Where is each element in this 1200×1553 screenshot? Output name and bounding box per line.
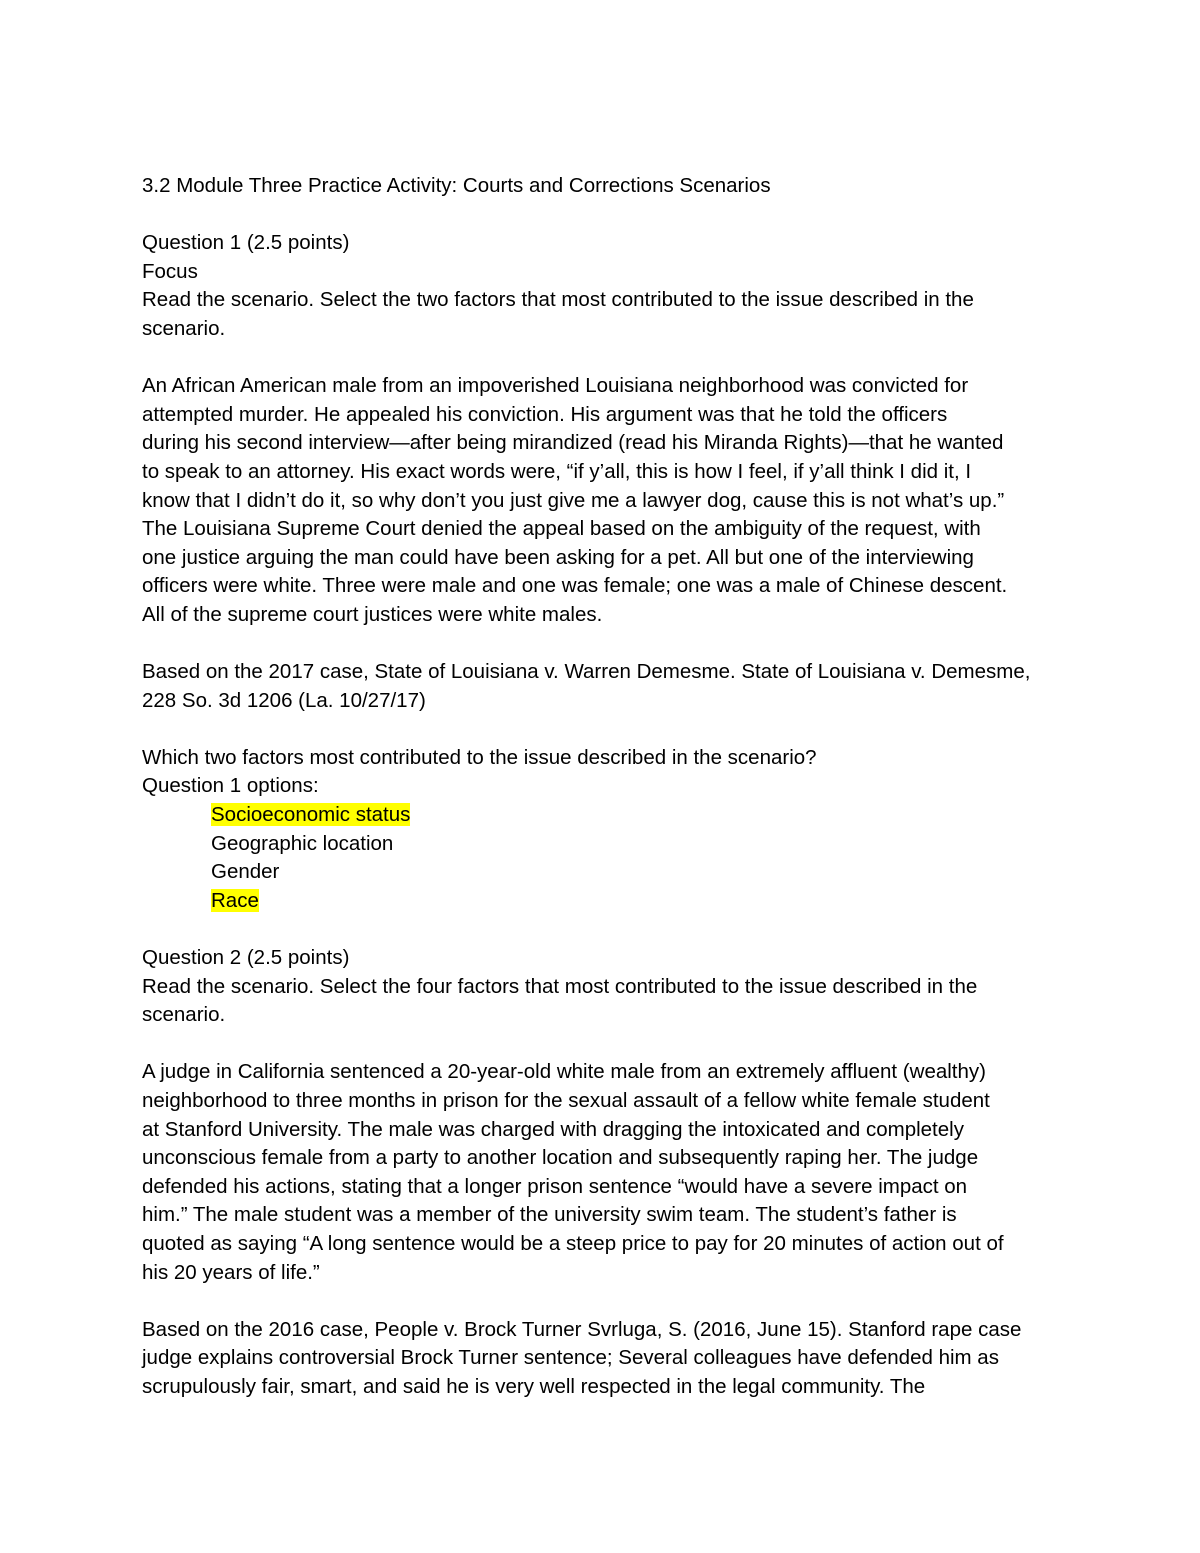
- scenario-line: officers were white. Three were male and one was female; one was a male of Chinese descent.: [142, 574, 1008, 598]
- spacer: [142, 1287, 1072, 1316]
- question-1-options-label: Question 1 options:: [142, 774, 319, 798]
- question-2-heading: Question 2 (2.5 points): [142, 946, 350, 970]
- spacer: [142, 344, 1072, 373]
- spacer: [142, 201, 1072, 230]
- scenario-line: neighborhood to three months in prison for the sexual assault of a fellow white female student: [142, 1089, 990, 1112]
- spacer: [142, 630, 1072, 659]
- scenario-line: All of the supreme court justices were white males.: [142, 602, 603, 626]
- scenario-line: know that I didn’t do it, so why don’t you just give me a lawyer dog, cause this is not what’s up.”: [142, 488, 1005, 512]
- scenario-line: The Louisiana Supreme Court denied the appeal based on the ambiguity of the request, with: [142, 517, 981, 541]
- scenario-line: one justice arguing the man could have been asking for a pet. All but one of the interviewing: [142, 545, 974, 569]
- scenario-line: defended his actions, stating that a longer prison sentence “would have a severe impact on: [142, 1174, 968, 1198]
- scenario-line: during his second interview—after being mirandized (read his Miranda Rights)—that he wanted: [142, 431, 1004, 455]
- scenario-line: at Stanford University. The male was charged with dragging the intoxicated and completely: [142, 1117, 964, 1141]
- question-1-instructions-line: Read the scenario. Select the two factors that most contributed to the issue described in the: [142, 288, 974, 312]
- scenario-line: An African American male from an impoverished Louisiana neighborhood was convicted for: [142, 374, 969, 398]
- question-2: [142, 944, 1072, 1402]
- scenario-line: unconscious female from a party to another location and subsequently raping her. The judge: [142, 1146, 979, 1170]
- scenario-line: to speak to an attorney. His exact words were, “if y’all, this is how I feel, if y’all think I did it, I: [142, 459, 972, 483]
- citation-line: scrupulously fair, smart, and said he is very well respected in the legal community. The: [142, 1374, 926, 1398]
- option-item[interactable]: [142, 801, 1072, 830]
- question-2-instructions-line: scenario.: [142, 1003, 226, 1027]
- question-1-heading: Question 1 (2.5 points): [142, 231, 350, 255]
- question-1-scenario: [142, 372, 1072, 629]
- scenario-line: attempted murder. He appealed his conviction. His argument was that he told the officers: [142, 402, 948, 426]
- question-1-options: [142, 801, 1072, 915]
- option-text-highlighted: Race: [211, 888, 259, 912]
- spacer: [142, 1030, 1072, 1059]
- scenario-line: quoted as saying “A long sentence would be a steep price to pay for 20 minutes of action out of: [142, 1231, 1004, 1255]
- citation-line: Based on the 2017 case, State of Louisiana v. Warren Demesme. State of Louisiana v. Demesme,: [142, 660, 1031, 684]
- option-item[interactable]: [142, 858, 1072, 887]
- question-2-instructions-line: Read the scenario. Select the four factors that most contributed to the issue described in the: [142, 974, 978, 998]
- option-text: Gender: [211, 860, 280, 884]
- citation-line: 228 So. 3d 1206 (La. 10/27/17): [142, 688, 426, 712]
- citation-line: Based on the 2016 case, People v. Brock Turner Svrluga, S. (2016, June 15). Stanford rape case: [142, 1317, 1022, 1341]
- scenario-line: his 20 years of life.”: [142, 1260, 320, 1284]
- question-1-prompt: Which two factors most contributed to the issue described in the scenario?: [142, 745, 817, 769]
- question-1: [142, 229, 1072, 915]
- scenario-line: him.” The male student was a member of the university swim team. The student’s father is: [142, 1203, 957, 1227]
- option-item[interactable]: [142, 830, 1072, 859]
- question-1-instructions-line: scenario.: [142, 316, 226, 340]
- question-1-citation: [142, 658, 1072, 715]
- question-2-scenario: [142, 1058, 1072, 1287]
- option-text: Geographic location: [211, 831, 394, 855]
- document-page: [142, 172, 1072, 1402]
- option-item[interactable]: [142, 887, 1072, 916]
- citation-line: judge explains controversial Brock Turner sentence; Several colleagues have defended him as: [142, 1346, 999, 1370]
- option-text-highlighted: Socioeconomic status: [211, 803, 411, 827]
- question-2-citation: [142, 1316, 1072, 1402]
- scenario-line: A judge in California sentenced a 20-year-old white male from an extremely affluent (wealthy): [142, 1060, 986, 1084]
- spacer: [142, 915, 1072, 944]
- spacer: [142, 715, 1072, 744]
- document-title: 3.2 Module Three Practice Activity: Courts and Corrections Scenarios: [142, 174, 771, 197]
- question-1-label: Focus: [142, 259, 198, 283]
